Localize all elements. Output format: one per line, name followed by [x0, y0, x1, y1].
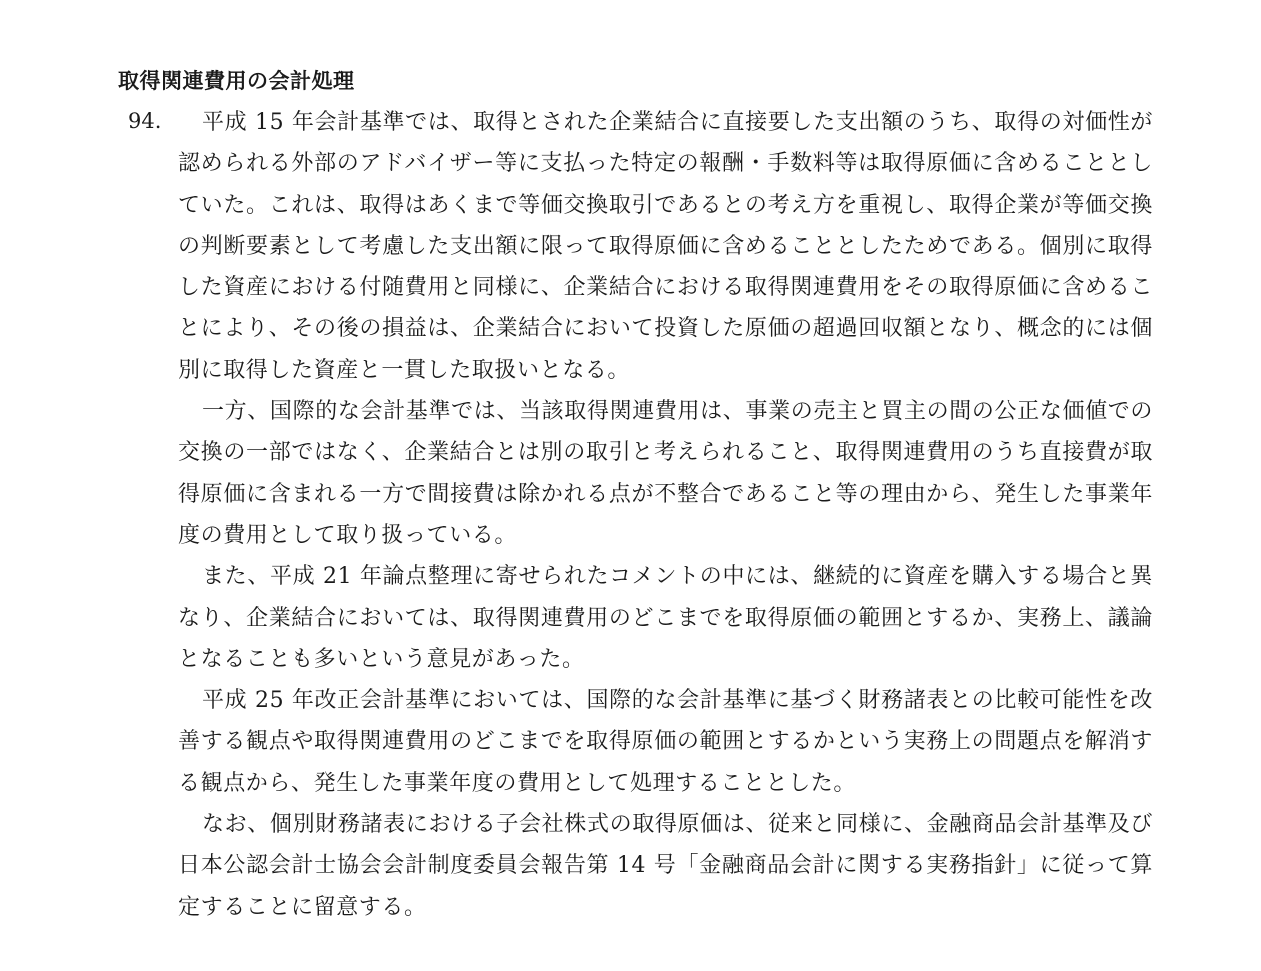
paragraph-body: [178, 102, 1153, 928]
section-heading: 取得関連費用の会計処理: [118, 69, 355, 93]
paragraph-text: なお、個別財務諸表における子会社株式の取得原価は、従来と同様に、金融商品会計基準及び日本公認会計士協会会計制度委員会報告第 14 号「金融商品会計に関する実務指針」に従って算定することに留意する。: [178, 812, 1153, 920]
paragraph-text: 一方、国際的な会計基準では、当該取得関連費用は、事業の売主と買主の間の公正な価値での交換の一部ではなく、企業結合とは別の取引と考えられること、取得関連費用のうち直接費が取得原価に含まれる一方で間接費は除かれる点が不整合であること等の理由から、発生した事業年度の費用として取り扱っている。: [178, 399, 1153, 548]
paragraph-text: 平成 15 年会計基準では、取得とされた企業結合に直接要した支出額のうち、取得の対価性が認められる外部のアドバイザー等に支払った特定の報酬・手数料等は取得原価に含めることとしていた。これは、取得はあくまで等価交換取引であるとの考え方を重視し、取得企業が等価交換の判断要素として考慮した支出額に限って取得原価に含めることとしたためである。個別に取得した資産における付随費用と同様に、企業結合における取得関連費用をその取得原価に含めることにより、その後の損益は、企業結合において投資した原価の超過回収額となり、概念的には個別に取得した資産と一貫した取扱いとなる。: [178, 110, 1153, 383]
paragraph-text: また、平成 21 年論点整理に寄せられたコメントの中には、継続的に資産を購入する場合と異なり、企業結合においては、取得関連費用のどこまでを取得原価の範囲とするか、実務上、議論となることも多いという意見があった。: [178, 564, 1153, 672]
paragraph-number: 94.: [128, 109, 162, 133]
paragraph-text: 平成 25 年改正会計基準においては、国際的な会計基準に基づく財務諸表との比較可能性を改善する観点や取得関連費用のどこまでを取得原価の範囲とするかという実務上の問題点を解消する観点から、発生した事業年度の費用として処理することとした。: [178, 688, 1153, 796]
